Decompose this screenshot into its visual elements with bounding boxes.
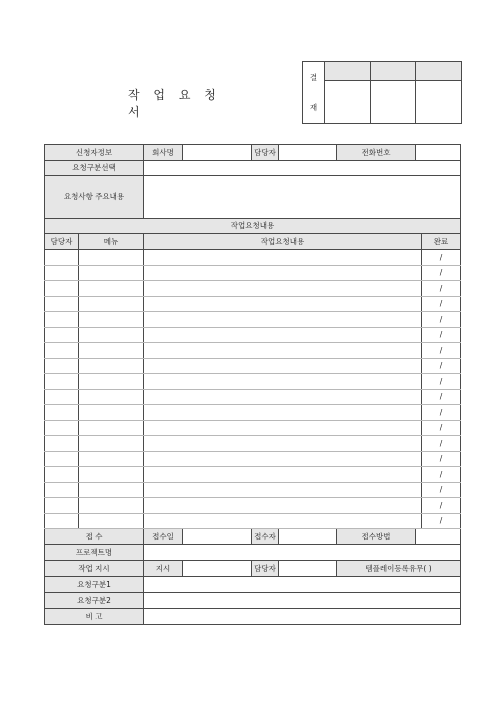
receipt-method-label: 접수방법 — [337, 529, 416, 545]
manager-field[interactable] — [279, 145, 337, 161]
receipt-date-label: 접수일 — [144, 529, 183, 545]
row-manager-cell[interactable] — [45, 327, 79, 343]
phone-field[interactable] — [416, 145, 461, 161]
instruct-manager-label: 담당자 — [252, 561, 279, 577]
receipt-label: 접 수 — [45, 529, 144, 545]
row-menu-cell[interactable] — [79, 296, 144, 312]
row-content-cell[interactable] — [144, 358, 422, 374]
row-content-cell[interactable] — [144, 405, 422, 421]
row-menu-cell[interactable] — [79, 250, 144, 266]
row-done-cell[interactable]: / — [422, 513, 461, 529]
approval-label: 결 재 — [303, 62, 325, 124]
row-manager-cell[interactable] — [45, 436, 79, 452]
approval-sign-cell-3[interactable] — [416, 81, 462, 124]
row-done-cell[interactable]: / — [422, 296, 461, 312]
request-type-field[interactable] — [144, 161, 461, 176]
template-label: 템플레이등록유무( ) — [337, 561, 461, 577]
row-manager-cell[interactable] — [45, 265, 79, 281]
row-menu-cell[interactable] — [79, 436, 144, 452]
row-done-cell[interactable]: / — [422, 250, 461, 266]
col-header-done: 완료 — [422, 234, 461, 250]
row-done-cell[interactable]: / — [422, 420, 461, 436]
row-manager-cell[interactable] — [45, 312, 79, 328]
row-done-cell[interactable]: / — [422, 343, 461, 359]
row-done-cell[interactable]: / — [422, 389, 461, 405]
request-form — [44, 144, 461, 625]
receipt-method-field[interactable] — [416, 529, 461, 545]
table-row — [45, 467, 461, 483]
request-type1-label: 요청구분1 — [45, 577, 144, 593]
row-content-cell[interactable] — [144, 343, 422, 359]
row-manager-cell[interactable] — [45, 467, 79, 483]
row-menu-cell[interactable] — [79, 343, 144, 359]
request-type1-field[interactable] — [144, 577, 461, 593]
approval-sign-cell-1[interactable] — [325, 81, 371, 124]
table-row — [45, 358, 461, 374]
row-content-cell[interactable] — [144, 250, 422, 266]
work-section-title: 작업요청내용 — [45, 219, 461, 234]
row-content-cell[interactable] — [144, 513, 422, 529]
request-main-label: 요청사항 주요내용 — [45, 176, 144, 219]
note-label: 비 고 — [45, 609, 144, 625]
instruction-label: 작업 지시 — [45, 561, 144, 577]
row-manager-cell[interactable] — [45, 482, 79, 498]
table-row — [45, 327, 461, 343]
applicant-section-label: 신청자정보 — [45, 145, 144, 161]
row-menu-cell[interactable] — [79, 327, 144, 343]
instruct-label: 지시 — [144, 561, 183, 577]
row-done-cell[interactable]: / — [422, 451, 461, 467]
row-manager-cell[interactable] — [45, 343, 79, 359]
row-done-cell[interactable]: / — [422, 281, 461, 297]
table-row — [45, 296, 461, 312]
row-menu-cell[interactable] — [79, 420, 144, 436]
project-label: 프로젝트명 — [45, 545, 144, 561]
phone-label: 전화번호 — [337, 145, 416, 161]
row-menu-cell[interactable] — [79, 467, 144, 483]
row-manager-cell[interactable] — [45, 420, 79, 436]
page-title: 작 업 요 청 서 — [128, 88, 221, 119]
request-type-label: 요청구분선택 — [45, 161, 144, 176]
row-manager-cell[interactable] — [45, 389, 79, 405]
row-content-cell[interactable] — [144, 436, 422, 452]
row-manager-cell[interactable] — [45, 513, 79, 529]
row-content-cell[interactable] — [144, 482, 422, 498]
row-done-cell[interactable]: / — [422, 482, 461, 498]
row-content-cell[interactable] — [144, 420, 422, 436]
table-row — [45, 482, 461, 498]
row-menu-cell[interactable] — [79, 482, 144, 498]
row-content-cell[interactable] — [144, 451, 422, 467]
row-done-cell[interactable]: / — [422, 405, 461, 421]
manager-label: 담당자 — [252, 145, 279, 161]
row-manager-cell[interactable] — [45, 405, 79, 421]
request-type2-label: 요청구분2 — [45, 593, 144, 609]
table-row — [45, 513, 461, 529]
row-manager-cell[interactable] — [45, 281, 79, 297]
row-content-cell[interactable] — [144, 374, 422, 390]
row-content-cell[interactable] — [144, 265, 422, 281]
row-content-cell[interactable] — [144, 296, 422, 312]
row-content-cell[interactable] — [144, 312, 422, 328]
row-done-cell[interactable]: / — [422, 374, 461, 390]
project-field[interactable] — [144, 545, 461, 561]
row-manager-cell[interactable] — [45, 498, 79, 514]
instruct-manager-field[interactable] — [279, 561, 337, 577]
note-field[interactable] — [144, 609, 461, 625]
row-menu-cell[interactable] — [79, 265, 144, 281]
approval-title-cell-2 — [371, 62, 416, 81]
table-row — [45, 405, 461, 421]
approval-box — [302, 61, 462, 124]
company-label: 회사명 — [144, 145, 183, 161]
row-manager-cell[interactable] — [45, 296, 79, 312]
table-row — [45, 343, 461, 359]
request-main-field[interactable] — [144, 176, 461, 219]
approval-title-cell-1 — [325, 62, 371, 81]
row-menu-cell[interactable] — [79, 451, 144, 467]
table-row — [45, 281, 461, 297]
row-menu-cell[interactable] — [79, 513, 144, 529]
table-row — [45, 389, 461, 405]
row-menu-cell[interactable] — [79, 389, 144, 405]
row-menu-cell[interactable] — [79, 358, 144, 374]
request-type2-field[interactable] — [144, 593, 461, 609]
table-row — [45, 498, 461, 514]
table-row — [45, 250, 461, 266]
row-manager-cell[interactable] — [45, 250, 79, 266]
row-menu-cell[interactable] — [79, 312, 144, 328]
instruct-field[interactable] — [183, 561, 252, 577]
approval-title-cell-3 — [416, 62, 462, 81]
row-content-cell[interactable] — [144, 281, 422, 297]
row-done-cell[interactable]: / — [422, 436, 461, 452]
table-row — [45, 265, 461, 281]
row-menu-cell[interactable] — [79, 374, 144, 390]
row-manager-cell[interactable] — [45, 451, 79, 467]
row-done-cell[interactable]: / — [422, 467, 461, 483]
row-done-cell[interactable]: / — [422, 358, 461, 374]
row-content-cell[interactable] — [144, 498, 422, 514]
row-content-cell[interactable] — [144, 467, 422, 483]
table-row — [45, 451, 461, 467]
row-content-cell[interactable] — [144, 389, 422, 405]
table-row — [45, 312, 461, 328]
row-content-cell[interactable] — [144, 327, 422, 343]
row-done-cell[interactable]: / — [422, 312, 461, 328]
row-done-cell[interactable]: / — [422, 498, 461, 514]
table-row — [45, 374, 461, 390]
col-header-manager: 담당자 — [45, 234, 79, 250]
row-menu-cell[interactable] — [79, 498, 144, 514]
approval-sign-cell-2[interactable] — [371, 81, 416, 124]
col-header-content: 작업요청내용 — [144, 234, 422, 250]
row-menu-cell[interactable] — [79, 405, 144, 421]
company-field[interactable] — [183, 145, 252, 161]
row-done-cell[interactable]: / — [422, 327, 461, 343]
receipt-date-field[interactable] — [183, 529, 252, 545]
row-manager-cell[interactable] — [45, 358, 79, 374]
row-manager-cell[interactable] — [45, 374, 79, 390]
table-row — [45, 436, 461, 452]
receiver-field[interactable] — [279, 529, 337, 545]
receiver-label: 접수자 — [252, 529, 279, 545]
row-menu-cell[interactable] — [79, 281, 144, 297]
table-row — [45, 420, 461, 436]
row-done-cell[interactable]: / — [422, 265, 461, 281]
col-header-menu: 메뉴 — [79, 234, 144, 250]
